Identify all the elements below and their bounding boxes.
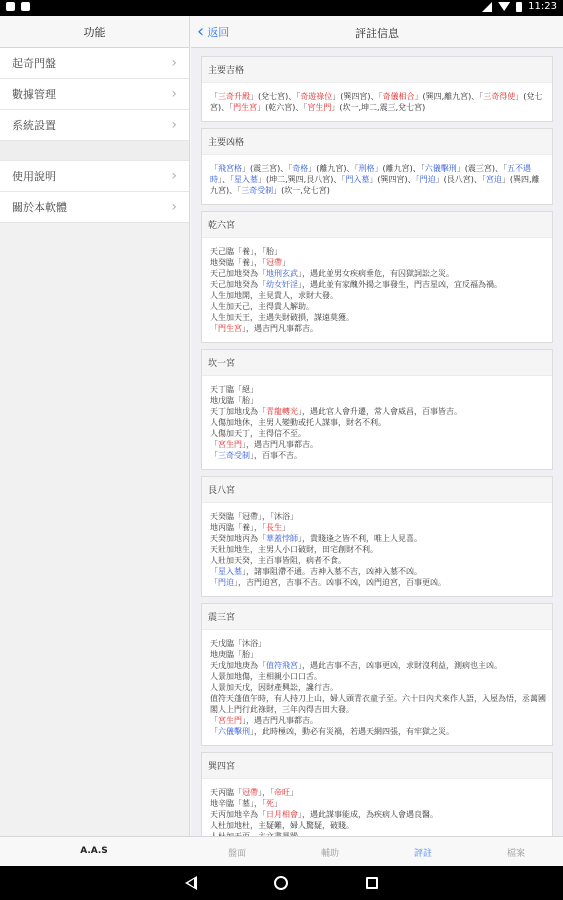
system-nav-bar <box>0 866 563 900</box>
signal-icon <box>482 2 492 12</box>
card-heading: 艮八宮 <box>202 477 552 503</box>
sidebar-item-data-management[interactable] <box>0 79 189 110</box>
brand-label: A.A.S <box>80 846 108 856</box>
sidebar-item-about[interactable] <box>0 192 189 223</box>
sidebar-title: 功能 <box>0 16 189 48</box>
card-heading: 主要凶格 <box>202 129 552 155</box>
chevron-right-icon: › <box>171 86 177 102</box>
tab-archive[interactable]: 檔案 <box>506 849 525 859</box>
card-text: 天戊臨「沐浴」 地庚臨「胎」 天戊加地庚為「值符飛宮」，遇此吉事不吉，凶事更凶，求財沒利益，測病也主凶。 人景加地傷，主相親小口口舌。 人景加天戊，因財產興訟，讒行吉。 值符天蓬值午時，有人持刀上山，婦人頭青衣童子至。六十日內犬來作人語，入屋為悟，丞萬國閣人上門行此祿財，三年內得吉田大發。 「宮生門」，遇吉門凡事都吉。 「六儀擊刑」，此時極凶，動必有災禍，若遇天網四張，有牢獄之災。 <box>210 639 546 736</box>
card-text: 「飛宮格」(震三宮)、「奇格」(離九宮)、「刑格」(離九宮)、「六儀擊刑」(震三宮)、「五不遇時」、「星入墓」(坤二,巽四,艮八宮)、「門入墓」(巽四宮)、「門迫」(艮八宮)、「宮迫」(巽四,離九宮)、「三奇受制」(坎一,兌七宮) <box>210 164 540 195</box>
battery-icon <box>516 2 522 12</box>
card-heading: 震三宮 <box>202 604 552 630</box>
notification-icon <box>6 2 15 11</box>
chevron-left-icon: ‹ <box>197 21 205 42</box>
sidebar-item-label: 使用說明 <box>12 170 56 183</box>
sidebar-item-label: 系統設置 <box>12 119 56 132</box>
chevron-right-icon: › <box>171 168 177 184</box>
card-text: 天己臨「養」，「胎」 地癸臨「養」，「冠帶」 天己加地癸為「地刑玄武」，遇此並男女疾病垂危，有囚獄詞訟之災。 天己加地癸為「幼女奸淫」，遇此並有家醜外揚之事發生，門吉星凶，宜反福為禍。 人生加地開，主見貴人，求財大發。 人生加天己，主得貴人解助。 人生加天王，主遇失財破損，謀遠莫獲。 「門生宮」，遇吉門凡事都吉。 <box>210 247 502 333</box>
nav-recents-icon[interactable] <box>366 877 378 889</box>
sidebar-item-help[interactable] <box>0 161 189 192</box>
commentary-card <box>201 349 553 470</box>
commentary-list[interactable] <box>191 48 563 851</box>
sidebar-separator <box>0 141 189 161</box>
card-text: 天丁臨「絕」 地戊臨「胎」 天丁加地戊為「青龍轉光」，遇此官人會升遷，常人會威昌，百事皆吉。 人傷加地休，主男人變動或托人謀事，財名不利。 人傷加天丁，主得信不至。 「宮生門」，遇吉門凡事都吉。 「三奇受制」，百事不吉。 <box>210 385 462 460</box>
commentary-card <box>201 128 553 205</box>
status-time: 11:23 <box>528 1 557 12</box>
card-heading: 坎一宮 <box>202 350 552 376</box>
card-text: 天癸臨「冠帶」，「沐浴」 地丙臨「養」，「長生」 天癸加地丙為「華蓋悖師」，貴賤逢之皆不利，唯上人見喜。 天壯加地生，主男人小口破財，田宅創財不利。 人壯加天癸，主百事皆阻，病者不食。 「星入墓」，諸事阻滯不通。吉神入墓不吉，凶神入墓不凶。 「門迫」，吉門迫宮，吉事不吉。凶事不凶，凶門迫宮，百事更凶。 <box>210 512 446 587</box>
wifi-icon <box>498 2 510 11</box>
sidebar-item-start-chart[interactable] <box>0 48 189 79</box>
nav-home-icon[interactable] <box>274 876 288 890</box>
sidebar-item-settings[interactable] <box>0 110 189 141</box>
commentary-card <box>201 603 553 746</box>
tab-bar <box>0 836 563 866</box>
tab-assist[interactable]: 輔助 <box>320 849 339 859</box>
app-window <box>0 16 563 866</box>
sidebar-item-label: 關於本軟體 <box>12 201 67 214</box>
commentary-card <box>201 56 553 122</box>
page-title: 評註信息 <box>355 27 399 40</box>
back-label: 返回 <box>207 26 230 39</box>
tab-commentary[interactable]: 評註 <box>413 849 432 859</box>
status-bar <box>0 0 563 16</box>
chevron-right-icon: › <box>171 55 177 71</box>
notification-icon <box>21 2 30 11</box>
chevron-right-icon: › <box>171 117 177 133</box>
commentary-card <box>201 476 553 597</box>
card-heading: 乾六宮 <box>202 212 552 238</box>
card-heading: 巽四宮 <box>202 753 552 779</box>
card-text: 「三奇升殿」(兌七宮)、「奇遊祿位」(巽四宮)、「奇儀相合」(巽四,離九宮)、「三奇得使」(兌七宮)、「門生宮」(乾六宮)、「宮生門」(坎一,坤二,震三,兌七宮) <box>210 92 543 112</box>
commentary-card <box>201 211 553 343</box>
card-text: 天丙臨「冠帶」，「帝旺」 地辛臨「墓」，「死」 天丙加地辛為「日月相會」，遇此謀事能成，為疾病人會遇良醫。 人杜加地杜，主疑難，婦人驚疑，破賤。 <box>210 788 438 830</box>
sidebar <box>0 16 190 836</box>
main-panel <box>191 16 563 836</box>
sidebar-item-label: 起奇門盤 <box>12 57 56 70</box>
chevron-right-icon: › <box>171 199 177 215</box>
nav-back-icon[interactable] <box>185 876 197 890</box>
card-heading: 主要吉格 <box>202 57 552 83</box>
main-header <box>191 16 563 48</box>
sidebar-item-label: 數據管理 <box>12 88 56 101</box>
tab-chart[interactable]: 盤面 <box>227 849 246 859</box>
